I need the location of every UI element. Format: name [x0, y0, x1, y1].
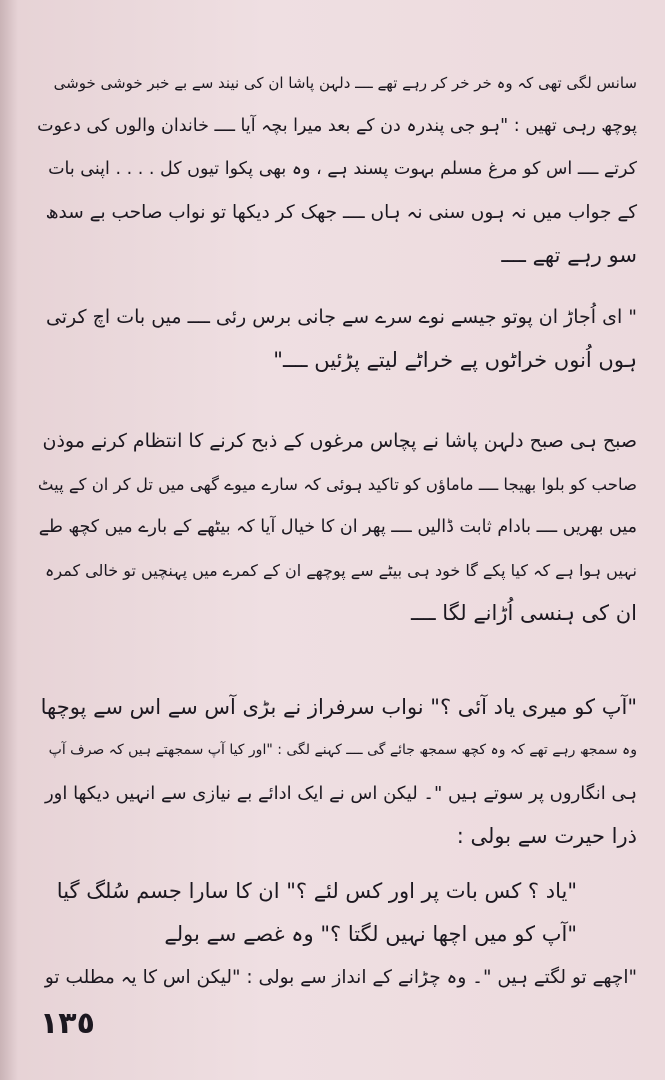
text-line: "آپ کو میری یاد آئی ؟" نواب سرفراز نے بڑی آس سے اس سے پوچھا — [40, 695, 637, 719]
text-line: میں بھریں ــــ بادام ثابت ڈالیں ــــ پھر ان کا خیال آیا کہ بیٹھے کے بارے میں کچھ طے — [38, 517, 637, 537]
dialogue-block — [37, 870, 637, 999]
dialogue-line: "آپ کو میں اچھا نہیں لگتا ؟" وہ غصے سے بولے — [164, 922, 577, 946]
text-line: سو رہے تھے ــــ — [501, 243, 637, 267]
paragraph-2 — [37, 296, 637, 382]
text-line: پوچھ رہی تھیں : "ہو جی پندرہ دن کے بعد میرا بچہ آیا ــــ خاندان والوں کی دعوت — [37, 116, 637, 136]
page-number: ١٣٥ — [40, 1006, 95, 1041]
dialogue-line: "اچھے تو لگتے ہیں "۔ وہ چڑانے کے انداز سے بولی : "لیکن اس کا یہ مطلب تو — [44, 967, 637, 988]
text-line: " ای اُجاڑ ان پوتو جیسے نوے سرے سے جانی برس رئی ــــ میں بات اچ کرتی — [45, 306, 637, 328]
text-line: وہ سمجھ رہے تھے کہ وہ کچھ سمجھ جائے گی ــــ کہنے لگی : "اور کیا آپ سمجھتے ہیں کہ صرف آپ — [48, 742, 637, 758]
text-line: کے جواب میں نہ ہوں سنی نہ ہاں ــــ جھک کر دیکھا تو نواب صاحب بے سدھ — [45, 202, 637, 223]
text-line: صبح ہی صبح دلہن پاشا نے پچاس مرغوں کے ذبح کرنے کا انتظام کرنے موذن — [42, 430, 637, 452]
text-line: ہوں اُنوں خراٹوں پے خراٹے لیتے پڑئیں ــــ" — [273, 348, 637, 372]
paragraph-4 — [37, 686, 637, 858]
dialogue-line: "یاد ؟ کس بات پر اور کس لئے ؟" ان کا سارا جسم سُلگ گیا — [56, 879, 577, 903]
text-line: صاحب کو بلوا بھیجا ــــ ماماؤں کو تاکید ہوئی کہ سارے میوے گھی میں تل کر ان کے پیٹ — [37, 475, 637, 494]
text-line: ذرا حیرت سے بولی : — [456, 824, 637, 848]
page-spine-shadow — [0, 0, 18, 1080]
text-line: ان کی ہنسی اُڑانے لگا ــــ — [411, 601, 637, 625]
paragraph-1 — [37, 62, 637, 277]
text-line: سانس لگی تھی کہ وہ خر خر کر رہے تھے ــــ دلہن پاشا ان کی نیند سے بے خبر خوشی خوشی — [53, 74, 637, 92]
text-line: ہی انگاروں پر سوتے ہیں "۔ لیکن اس نے ایک ادائے بے نیازی سے انہیں دیکھا اور — [44, 783, 637, 804]
text-line: نہیں ہوا ہے کہ کیا پکے گا خود ہی بیٹے سے پوچھے ان کے کمرے میں پہنچیں تو خالی کمرہ — [45, 561, 637, 580]
text-line: کرتے ــــ اس کو مرغ مسلم بہوت پسند ہے ، وہ بھی پکوا تیوں کل . . . . اپنی بات — [48, 159, 637, 179]
paragraph-3 — [37, 420, 637, 635]
